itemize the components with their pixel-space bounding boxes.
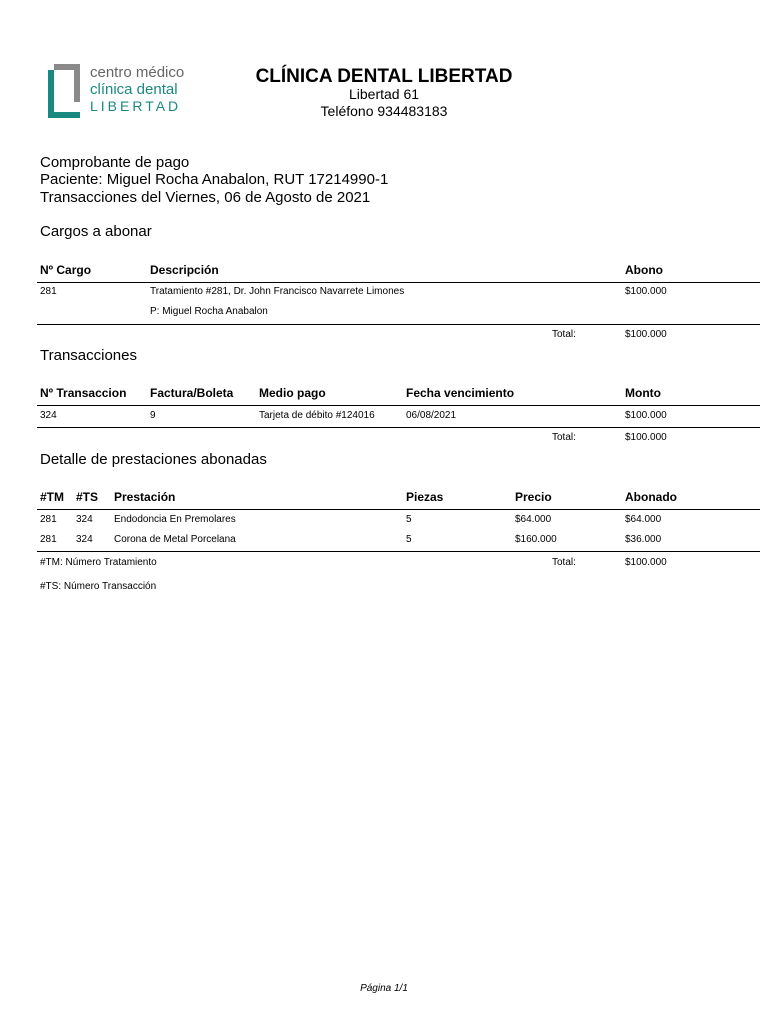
tx-header-amount: Monto xyxy=(625,386,661,400)
charges-header-amount: Abono xyxy=(625,263,663,277)
tx-total-value: $100.000 xyxy=(625,432,667,443)
clinic-phone: Teléfono 934483183 xyxy=(320,103,448,119)
tx-header-method: Medio pago xyxy=(259,386,326,400)
charge-num: 281 xyxy=(40,286,57,297)
charges-total-value: $100.000 xyxy=(625,329,667,340)
tx-num: 324 xyxy=(40,410,57,421)
charges-header-num: Nº Cargo xyxy=(40,263,92,277)
clinic-address: Libertad 61 xyxy=(348,86,420,102)
svc-header-price: Precio xyxy=(515,490,552,504)
svc-name: Corona de Metal Porcelana xyxy=(114,534,236,545)
services-section-title: Detalle de prestaciones abonadas xyxy=(40,451,267,468)
transaction-date: Transacciones del Viernes, 06 de Agosto de 2021 xyxy=(40,189,371,206)
tx-method: Tarjeta de débito #124016 xyxy=(259,410,375,421)
tx-total-label: Total: xyxy=(552,432,576,443)
logo-line-1: centro médico xyxy=(90,64,185,81)
clinic-title: CLÍNICA DENTAL LIBERTAD xyxy=(255,66,513,87)
logo-line-2: clínica dental xyxy=(90,81,178,98)
charge-amount: $100.000 xyxy=(625,286,667,297)
tx-due: 06/08/2021 xyxy=(406,410,457,421)
tx-header-rule xyxy=(37,405,760,406)
charges-section-title: Cargos a abonar xyxy=(40,223,152,240)
charges-bottom-rule xyxy=(37,324,760,325)
charges-header-rule xyxy=(37,282,760,283)
patient-info: Paciente: Miguel Rocha Anabalon, RUT 17214990-1 xyxy=(40,171,389,188)
page-number: Página 1/1 xyxy=(360,983,408,994)
svc-bottom-rule xyxy=(37,551,760,552)
tx-invoice: 9 xyxy=(150,410,156,421)
svc-header-service: Prestación xyxy=(114,490,176,504)
charge-desc-patient: P: Miguel Rocha Anabalon xyxy=(150,306,268,317)
logo-line-3: LIBERTAD xyxy=(90,98,182,114)
document-type: Comprobante de pago xyxy=(40,154,190,171)
svc-ts: 324 xyxy=(76,514,93,525)
tx-header-num: Nº Transaccion xyxy=(40,386,127,400)
svc-total-value: $100.000 xyxy=(625,557,667,568)
svc-tm: 281 xyxy=(40,534,57,545)
svc-pieces: 5 xyxy=(406,514,412,525)
svc-header-pieces: Piezas xyxy=(406,490,444,504)
svc-price: $64.000 xyxy=(515,514,552,525)
tx-header-invoice: Factura/Boleta xyxy=(150,386,234,400)
charges-total-label: Total: xyxy=(552,329,576,340)
note-tm: #TM: Número Tratamiento xyxy=(40,557,157,568)
tx-header-due: Fecha vencimiento xyxy=(406,386,515,400)
transactions-section-title: Transacciones xyxy=(40,347,137,364)
svc-header-tm: #TM xyxy=(40,490,64,504)
svc-header-ts: #TS xyxy=(76,490,99,504)
svc-ts: 324 xyxy=(76,534,93,545)
charge-desc: Tratamiento #281, Dr. John Francisco Navarrete Limones xyxy=(150,286,405,297)
svc-paid: $36.000 xyxy=(625,534,662,545)
svc-tm: 281 xyxy=(40,514,57,525)
svc-price: $160.000 xyxy=(515,534,557,545)
tx-amount: $100.000 xyxy=(625,410,667,421)
note-ts: #TS: Número Transacción xyxy=(40,581,157,592)
svc-pieces: 5 xyxy=(406,534,412,545)
tx-bottom-rule xyxy=(37,427,760,428)
svc-total-label: Total: xyxy=(552,557,576,568)
svc-header-paid: Abonado xyxy=(625,490,677,504)
charges-header-desc: Descripción xyxy=(150,263,219,277)
svc-paid: $64.000 xyxy=(625,514,662,525)
svc-header-rule xyxy=(37,509,760,510)
svc-name: Endodoncia En Premolares xyxy=(114,514,236,525)
